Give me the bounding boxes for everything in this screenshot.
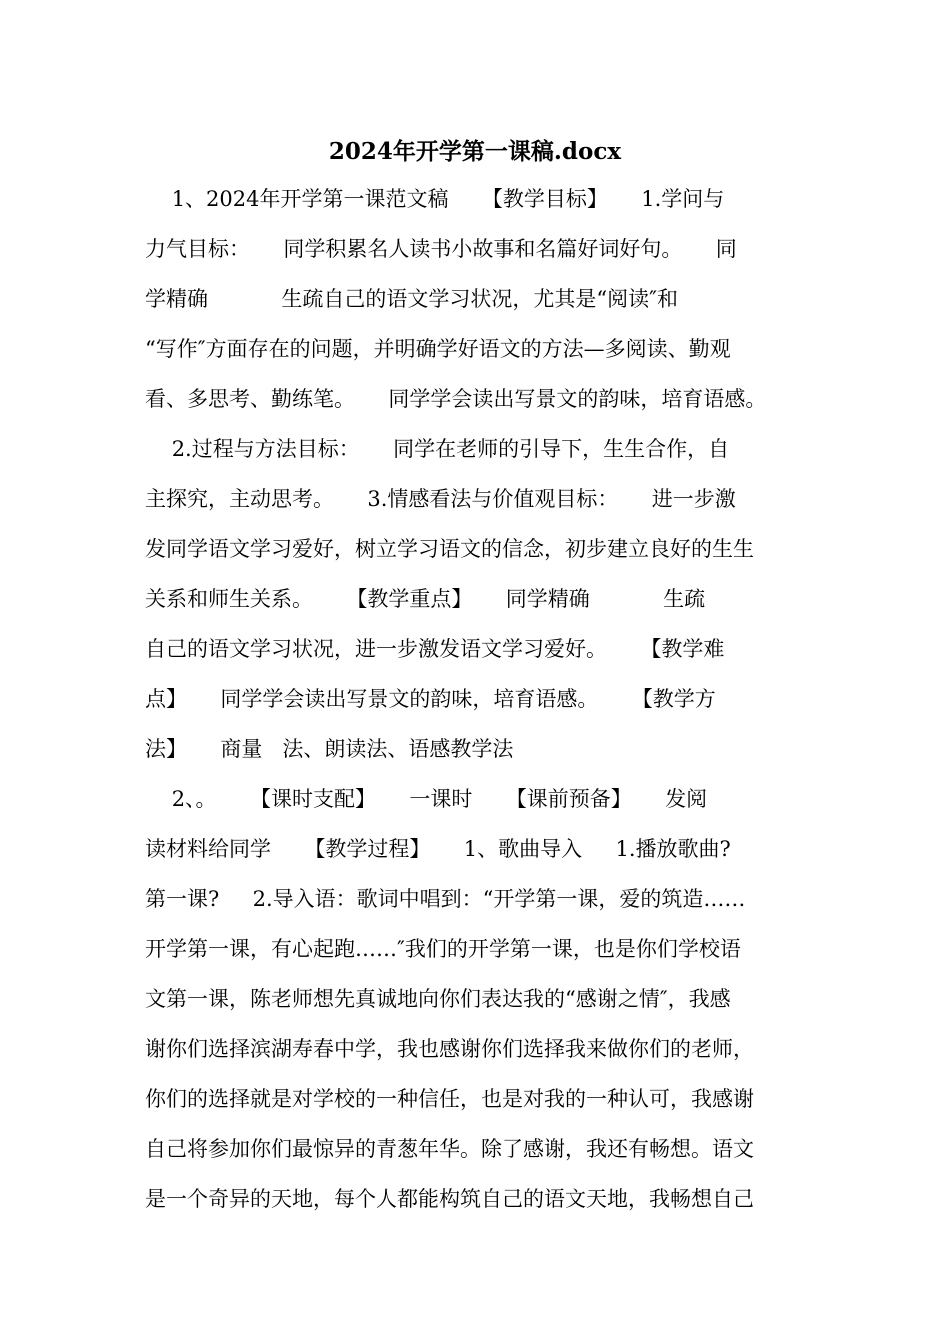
body-line: 是一个奇异的天地，每个人都能构筑自己的语文天地，我畅想自己: [145, 1187, 754, 1211]
body-line: 文第一课，陈老师想先真诚地向你们表达我的“感谢之情″，我感: [145, 987, 731, 1011]
body-line: 发同学语文学习爱好，树立学习语文的信念，初步建立良好的生生: [145, 537, 754, 561]
body-line: 力气目标： 同学积累名人读书小故事和名篇好词好句。 同: [145, 237, 737, 261]
body-line: 自己将参加你们最惊异的青葱年华。除了感谢，我还有畅想。语文: [145, 1137, 754, 1161]
body-line: 点】 同学学会读出写景文的韵味，培育语感。 【教学方: [145, 687, 716, 711]
body-line: 第一课? 2.导入语：歌词中唱到：“开学第一课，爱的筑造……: [145, 887, 746, 911]
document-title: 2024年开学第一课稿.docx: [328, 138, 622, 165]
body-line: 学精确 生疏自己的语文学习状况，尤其是“阅读″和: [145, 287, 679, 311]
body-line: 1、2024年开学第一课范文稿 【教学目标】 1.学问与: [145, 187, 725, 211]
body-line: 谢你们选择滨湖寿春中学，我也感谢你们选择我来做你们的老师，: [145, 1037, 754, 1061]
body-line: 开学第一课，有心起跑……″我们的开学第一课，也是你们学校语: [145, 937, 741, 961]
body-line: “写作″方面存在的问题，并明确学好语文的方法—多阅读、勤观: [145, 337, 731, 361]
body-line: 读材料给同学 【教学过程】 1、歌曲导入 1.播放歌曲?: [145, 837, 731, 861]
body-line: 法】 商量 法、朗读法、语感教学法: [145, 737, 514, 761]
body-line: 看、多思考、勤练笔。 同学学会读出写景文的韵味，培育语感。: [145, 387, 767, 411]
body-line: 2、。 【课时支配】 一课时 【课前预备】 发阅: [145, 787, 708, 811]
body-line: 主探究，主动思考。 3.情感看法与价值观目标： 进一步激: [145, 487, 736, 511]
body-line: 2.过程与方法目标： 同学在老师的引导下，生生合作，自: [145, 437, 730, 461]
body-line: 自己的语文学习状况，进一步激发语文学习爱好。 【教学难: [145, 637, 725, 661]
body-line: 你们的选择就是对学校的一种信任，也是对我的一种认可，我感谢: [145, 1087, 754, 1111]
body-line: 关系和师生关系。 【教学重点】 同学精确 生疏: [145, 587, 706, 611]
